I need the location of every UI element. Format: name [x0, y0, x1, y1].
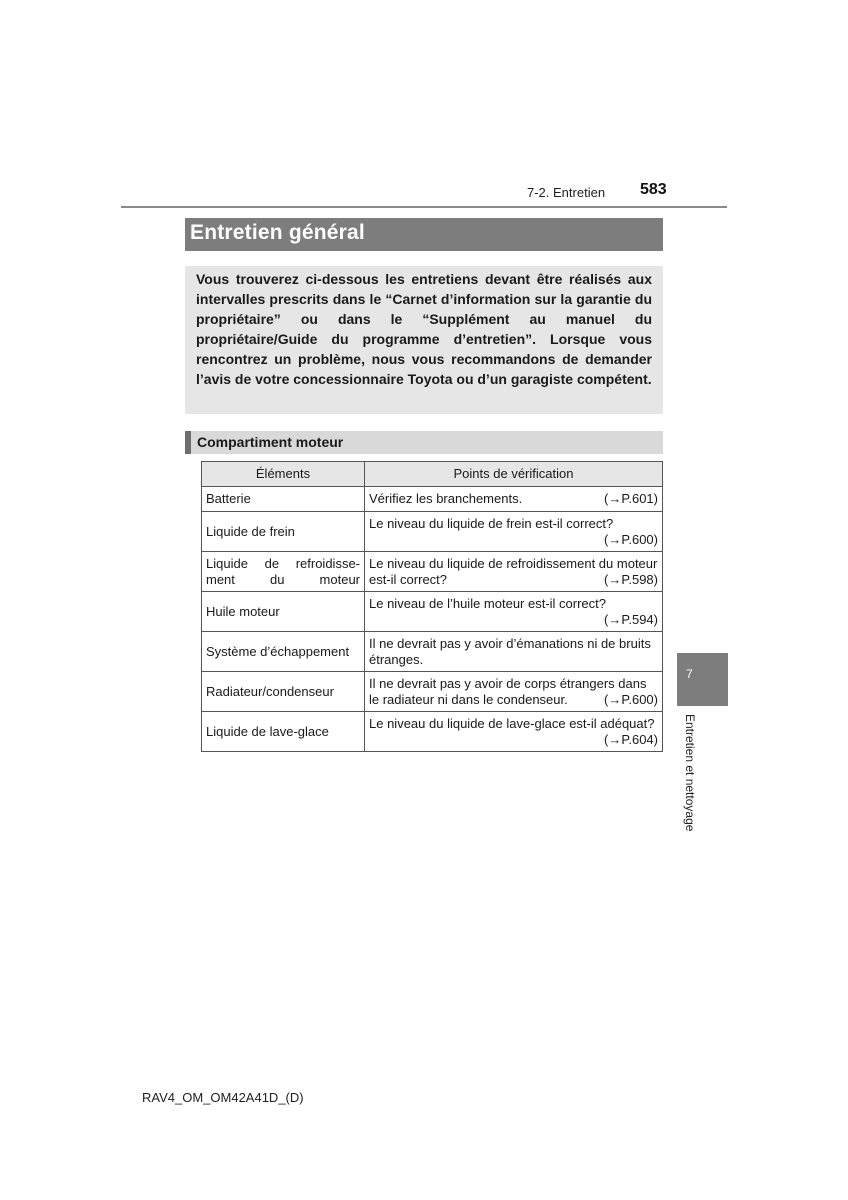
check-cell [365, 672, 663, 712]
table-row [202, 592, 663, 632]
item-cell: Liquide de lave-glace [202, 712, 365, 752]
check-text: Il ne devrait pas y avoir d’émanations ni de bruits étranges. [369, 635, 651, 667]
column-header-checks: Points de vérification [365, 462, 663, 487]
subsection-heading-bar [185, 431, 663, 454]
page-reference: (→P.594) [604, 611, 658, 627]
page-reference: (→P.600) [604, 531, 658, 547]
header-section-title: 7-2. Entretien [527, 185, 606, 200]
page-reference: (→P.600) [604, 691, 658, 707]
check-text: Le niveau du liquide de refroidissement du moteur est-il correct? [369, 555, 658, 587]
footer-document-code: RAV4_OM_OM42A41D_(D) [142, 1090, 304, 1105]
page-number: 583 [640, 181, 667, 198]
subsection-heading: Compartiment moteur [197, 434, 344, 450]
intro-text: Vous trouverez ci-dessous les entretiens devant être réalisés aux intervalles prescrits dans le “Carnet d’information sur la garantie du propriétaire” ou dans le “Supplément au manuel du propriétaire/Guide du programme d’entretien”. Lorsque vous rencontrez un problème, nous vous recommandons de demander l’avis de votre concessionnaire Toyota ou d’un garagiste compétent. [196, 271, 652, 387]
page-reference: (→P.604) [604, 731, 658, 747]
item-cell: Liquide de frein [202, 512, 365, 552]
check-cell [365, 712, 663, 752]
item-cell: Huile moteur [202, 592, 365, 632]
subsection-marker [185, 431, 191, 454]
chapter-label: Entretien et nettoyage [683, 714, 697, 832]
intro-box [185, 266, 663, 414]
check-text: Le niveau du liquide de lave-glace est-il adéquat? [369, 715, 655, 731]
table-row [202, 512, 663, 552]
item-cell: Radiateur/condenseur [202, 672, 365, 712]
check-cell [365, 487, 663, 512]
item-cell: Liquide de refroidisse-ment du moteur [202, 552, 365, 592]
item-cell: Batterie [202, 487, 365, 512]
maintenance-table [201, 461, 663, 752]
check-text: Il ne devrait pas y avoir de corps étrangers dans le radiateur ni dans le condenseur. [369, 675, 647, 707]
header-rule [121, 206, 727, 208]
item-cell: Système d’échappement [202, 632, 365, 672]
page-reference: (→P.598) [604, 571, 658, 587]
chapter-tab [677, 653, 728, 706]
page-reference: (→P.601) [604, 491, 658, 506]
table-row [202, 552, 663, 592]
table-row [202, 672, 663, 712]
column-header-items: Éléments [202, 462, 365, 487]
check-cell [365, 512, 663, 552]
page-title: Entretien général [190, 221, 365, 244]
page-title-bar [185, 218, 663, 251]
check-text: Le niveau de l’huile moteur est-il correct? [369, 595, 607, 611]
check-cell [365, 592, 663, 632]
check-cell [365, 632, 663, 672]
chapter-number: 7 [686, 667, 693, 681]
check-text: Vérifiez les branchements. [369, 491, 523, 506]
table-row [202, 632, 663, 672]
table-header-row [202, 462, 663, 487]
table-row [202, 712, 663, 752]
check-cell [365, 552, 663, 592]
check-text: Le niveau du liquide de frein est-il correct? [369, 515, 614, 531]
table-row [202, 487, 663, 512]
